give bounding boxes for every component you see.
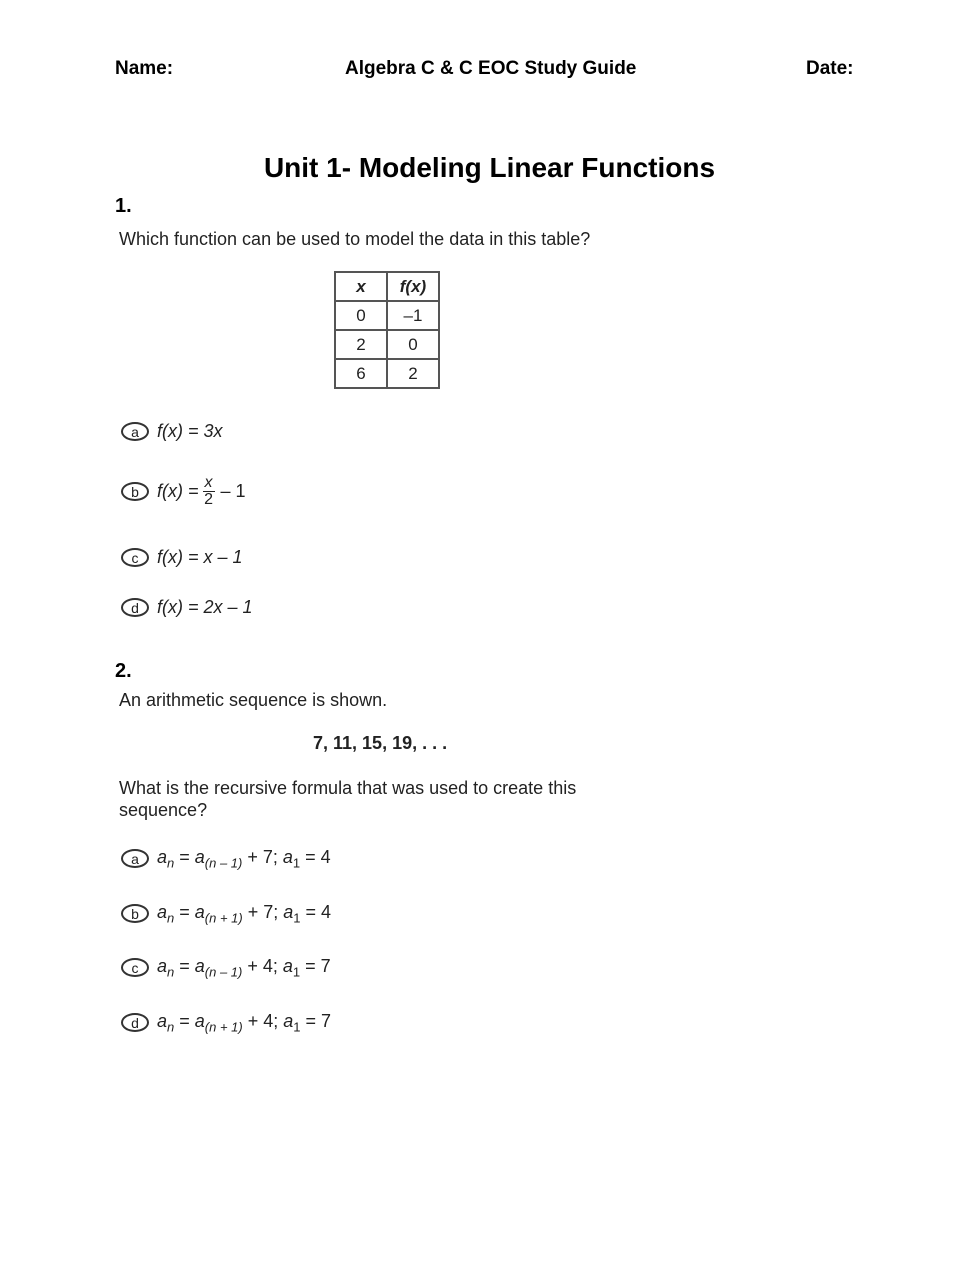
table-cell: –1 bbox=[387, 301, 439, 330]
fraction-numerator: x bbox=[204, 474, 213, 491]
question-1-number: 1. bbox=[115, 195, 132, 217]
data-table bbox=[334, 271, 440, 389]
question-2-text bbox=[119, 777, 576, 821]
choice-rest: + 7; bbox=[242, 847, 283, 867]
choice-b-bubble[interactable]: b bbox=[121, 482, 149, 501]
choice-lhs: f(x) = bbox=[157, 597, 199, 617]
table-row bbox=[335, 359, 439, 388]
question-2-number: 2. bbox=[115, 660, 132, 682]
question-2-text-line2: sequence? bbox=[119, 800, 208, 820]
choice-a-bubble[interactable]: a bbox=[121, 849, 149, 868]
choice-first-value: = 7 bbox=[300, 1011, 332, 1031]
choice-lhs: f(x) = bbox=[157, 421, 199, 441]
guide-title: Algebra C & C EOC Study Guide bbox=[345, 58, 637, 79]
fraction-denominator: 2 bbox=[204, 491, 213, 508]
q2-choice-d[interactable]: d $a_n = a_{(n + 1)} + 4$; $a_1 = 7$ bbox=[121, 1011, 331, 1035]
choice-c-bubble[interactable]: c bbox=[121, 548, 149, 567]
choice-rest: + 7; bbox=[242, 902, 284, 922]
table-cell: 0 bbox=[335, 301, 387, 330]
table-cell: 0 bbox=[387, 330, 439, 359]
name-label: Name: bbox=[115, 58, 174, 79]
choice-rhs: 3x bbox=[203, 421, 223, 441]
question-2-prompt: An arithmetic sequence is shown. bbox=[119, 690, 388, 710]
question-1-prompt: Which function can be used to model the data in this table? bbox=[119, 229, 591, 249]
choice-lhs: f(x) = bbox=[157, 481, 199, 501]
table-header-fx: f(x) bbox=[387, 272, 439, 301]
choice-index: (n – 1) bbox=[204, 855, 243, 871]
table-cell: 6 bbox=[335, 359, 387, 388]
sequence: 7, 11, 15, 19, . . . bbox=[313, 733, 448, 753]
q1-choice-b[interactable] bbox=[121, 475, 246, 508]
choice-index: (n + 1) bbox=[204, 910, 243, 926]
choice-first-value: = 7 bbox=[300, 956, 331, 976]
table-row bbox=[335, 301, 439, 330]
table-header-row bbox=[335, 272, 439, 301]
choice-rhs: – 1 bbox=[220, 481, 246, 501]
choice-c-bubble[interactable]: c bbox=[121, 958, 149, 977]
choice-rest: + 4; bbox=[242, 956, 283, 976]
choice-rhs: x – 1 bbox=[203, 547, 243, 567]
choice-first-value: = 4 bbox=[300, 847, 331, 867]
choice-rest: + 4; bbox=[242, 1011, 284, 1031]
question-2-text-line1: What is the recursive formula that was used to create this bbox=[119, 778, 577, 798]
table-row bbox=[335, 330, 439, 359]
q2-choice-a[interactable]: a $a_n = a_{(n - 1)} + 7$; $a_1 = 4$ bbox=[121, 847, 331, 871]
fraction bbox=[203, 475, 215, 508]
choice-lhs: f(x) = bbox=[157, 547, 199, 567]
table-cell: 2 bbox=[387, 359, 439, 388]
choice-index: (n + 1) bbox=[204, 1019, 243, 1035]
choice-d-bubble[interactable]: d bbox=[121, 598, 149, 617]
q1-choice-a[interactable] bbox=[121, 421, 223, 442]
q2-choice-c[interactable]: c $a_n = a_{(n - 1)} + 4$; $a_1 = 7$ bbox=[121, 956, 331, 980]
choice-index: (n – 1) bbox=[204, 964, 243, 980]
choice-b-bubble[interactable]: b bbox=[121, 904, 149, 923]
choice-first-value: = 4 bbox=[300, 902, 332, 922]
unit-title: Unit 1- Modeling Linear Functions bbox=[263, 152, 716, 183]
choice-rhs: 2x – 1 bbox=[203, 597, 253, 617]
q1-choice-d[interactable] bbox=[121, 597, 253, 618]
table-cell: 2 bbox=[335, 330, 387, 359]
date-label: Date: bbox=[806, 58, 854, 79]
q2-choice-b[interactable]: b $a_n = a_{(n + 1)} + 7$; $a_1 = 4$ bbox=[121, 902, 331, 926]
table-header-x: x bbox=[335, 272, 387, 301]
q1-choice-c[interactable] bbox=[121, 547, 243, 568]
choice-d-bubble[interactable]: d bbox=[121, 1013, 149, 1032]
choice-a-bubble[interactable]: a bbox=[121, 422, 149, 441]
